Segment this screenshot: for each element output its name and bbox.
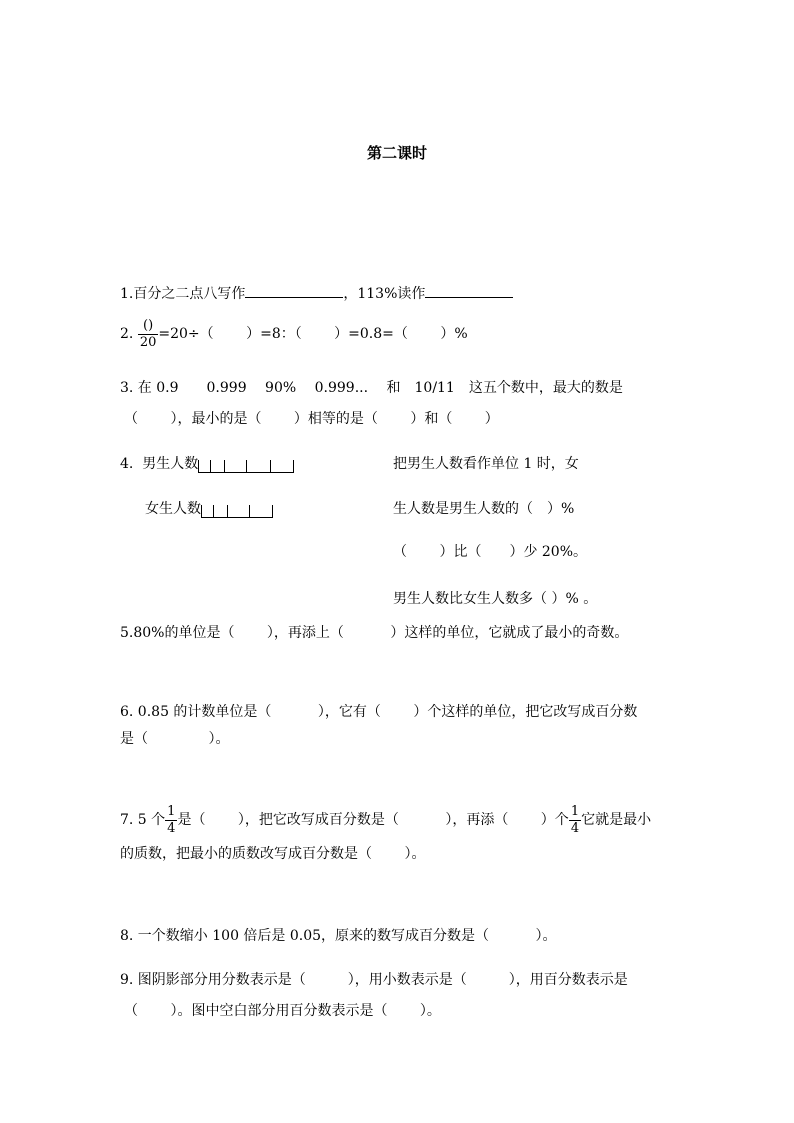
q4-boys-label: 男生人数 bbox=[142, 456, 199, 472]
question-3-line-2: （ ），最小的是（ ）相等的是（ ）和（ ） bbox=[124, 411, 499, 427]
q7-fraction-2-denominator: 4 bbox=[570, 820, 580, 836]
q2-label: 2. bbox=[120, 326, 134, 342]
girls-segment-bar bbox=[201, 503, 273, 518]
q2-fraction-denominator: 20 bbox=[139, 334, 157, 350]
q4-label: 4. bbox=[120, 456, 134, 472]
question-7-line-1 bbox=[120, 802, 651, 838]
boys-segment-bar bbox=[198, 458, 294, 473]
q4-right-line-4: 男生人数比女生人数多（ ）% 。 bbox=[393, 591, 598, 607]
q1-answer-blank-2[interactable] bbox=[425, 283, 513, 298]
page-title: 第二课时 bbox=[366, 144, 427, 162]
question-6-line-1: 6. 0.85 的计数单位是（ ），它有（ ）个这样的单位，把它改写成百分数 bbox=[120, 704, 638, 720]
q7-text-b: 是（ ），把它改写成百分数是（ ），再添（ ）个 bbox=[177, 812, 569, 828]
q7-fraction-1-denominator: 4 bbox=[167, 820, 176, 836]
q4-right-line-3: （ ）比（ ）少 20%。 bbox=[393, 544, 588, 560]
question-1 bbox=[120, 283, 513, 303]
question-5: 5.80%的单位是（ ），再添上（ ）这样的单位，它就成了最小的奇数。 bbox=[120, 625, 629, 641]
q1-text-a: 1.百分之二点八写作 bbox=[120, 286, 246, 302]
question-2 bbox=[120, 316, 468, 352]
q7-fraction-2 bbox=[569, 804, 581, 837]
q2-fraction-numerator: () bbox=[138, 318, 159, 335]
q7-text-c: 它就是最小 bbox=[581, 812, 652, 828]
question-7-line-2: 的质数，把最小的质数改写成百分数是（ ）。 bbox=[120, 846, 426, 862]
q7-text-a: 7. 5 个 bbox=[120, 812, 166, 828]
q7-fraction-2-numerator: 1 bbox=[570, 803, 580, 819]
q4-girls-label: 女生人数 bbox=[145, 501, 201, 517]
question-4-girls bbox=[145, 500, 273, 518]
q7-fraction-1 bbox=[165, 804, 177, 837]
q2-fraction bbox=[138, 318, 159, 351]
question-9-line-2: （ ）。图中空白部分用百分数表示是（ ）。 bbox=[124, 1003, 441, 1019]
question-3-line-1: 3. 在 0.9 0.999 90% 0.999... 和 10/11 这五个数中，最大的数是 bbox=[120, 380, 623, 396]
q4-right-line-1: 把男生人数看作单位 1 时，女 bbox=[393, 456, 579, 472]
q1-answer-blank-1[interactable] bbox=[245, 283, 343, 298]
question-6-line-2: 是（ ）。 bbox=[120, 731, 230, 747]
q1-text-b: ，113%读作 bbox=[343, 286, 426, 302]
question-4-boys bbox=[120, 455, 294, 473]
question-9-line-1: 9. 图阴影部分用分数表示是（ ），用小数表示是（ ），用百分数表示是 bbox=[120, 972, 628, 988]
question-8: 8. 一个数缩小 100 倍后是 0.05，原来的数写成百分数是（ ）。 bbox=[120, 928, 557, 944]
q2-text: =20÷（ ）=8：（ ）=0.8=（ ）% bbox=[158, 326, 468, 342]
q4-right-line-2: 生人数是男生人数的（ ）% bbox=[393, 501, 575, 517]
q7-fraction-1-numerator: 1 bbox=[167, 803, 176, 819]
